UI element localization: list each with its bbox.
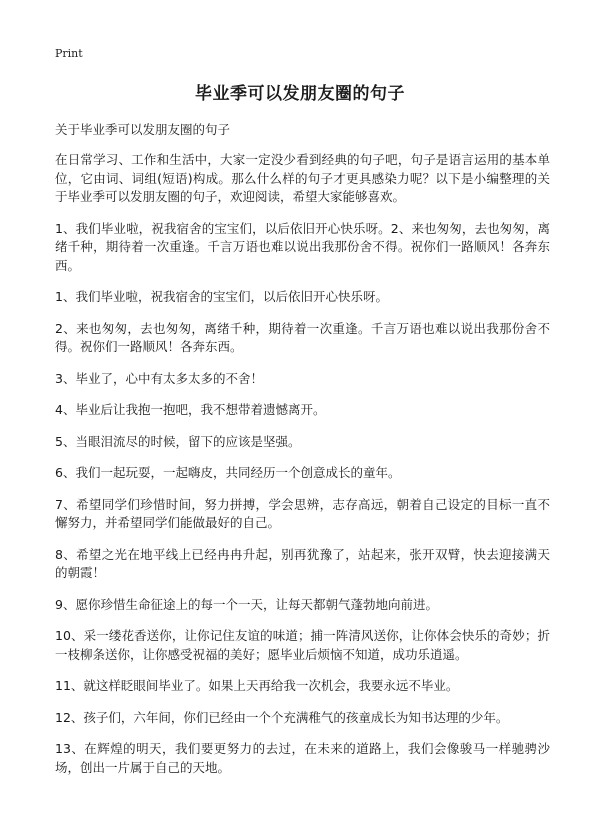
- list-item: 5、当眼泪流尽的时候，留下的应该是坚强。: [55, 433, 301, 449]
- list-item: 9、愿你珍惜生命征途上的每一个一天，让每天都朝气蓬勃地向前进。: [55, 596, 438, 612]
- list-item: 2、来也匆匆，去也匆匆，离绪千种，期待着一次重逢。千言万语也难以说出我那份舍不得。祝你们一路顺风！各奔东西。: [55, 320, 550, 354]
- list-item: 3、毕业了，心中有太多太多的不舍！: [55, 370, 263, 386]
- list-item: 1、我们毕业啦，祝我宿舍的宝宝们，以后依旧开心快乐呀。: [55, 289, 388, 304]
- list-item: 11、就这样眨眼间毕业了。如果上天再给我一次机会，我要永远不毕业。: [55, 678, 459, 693]
- article-body: [55, 151, 550, 790]
- print-link[interactable]: Print: [55, 47, 83, 60]
- article-subtitle: 关于毕业季可以发朋友圈的句子: [55, 122, 231, 137]
- list-item: 13、在辉煌的明天，我们要更努力的去过，在未来的道路上，我们会像骏马一样驰骋沙场，创出一片属于自己的天地。: [55, 741, 550, 775]
- list-item: 7、希望同学们珍惜时间，努力拼搏，学会思辨，志存高远，朝着自己设定的目标一直不懈努力，并希望同学们能做最好的自己。: [55, 496, 550, 530]
- list-item: 10、采一缕花香送你，让你记住友谊的味道；捕一阵清风送你，让你体会快乐的奇妙；折一枝柳条送你，让你感受祝福的美好；愿毕业后烦恼不知道，成功乐逍遥。: [55, 628, 550, 662]
- list-item: 12、孩子们，六年间，你们已经由一个个充满稚气的孩童成长为知书达理的少年。: [55, 709, 509, 725]
- list-item: 1、我们毕业啦，祝我宿舍的宝宝们，以后依旧开心快乐呀。2、来也匆匆，去也匆匆，离绪千种，期待着一次重逢。千言万语也难以说出我那份舍不得。祝你们一路顺风！各奔东西。: [55, 220, 550, 273]
- page-title: 毕业季可以发朋友圈的句子: [195, 84, 405, 104]
- intro-paragraph: 在日常学习、工作和生活中，大家一定没少看到经典的句子吧，句子是语言运用的基本单位，它由词、词组(短语)构成。那么什么样的句子才更具感染力呢？以下是小编整理的关于毕业季可以发朋友圈的句子，欢迎阅读，希望大家能够喜欢。: [55, 152, 550, 204]
- list-item: 4、毕业后让我抱一抱吧，我不想带着遗憾离开。: [55, 402, 326, 417]
- list-item: 8、希望之光在地平线上已经冉冉升起，别再犹豫了，站起来，张开双臂，快去迎接满天的朝霞！: [55, 546, 550, 580]
- list-item: 6、我们一起玩耍，一起嗨皮，共同经历一个创意成长的童年。: [55, 465, 401, 480]
